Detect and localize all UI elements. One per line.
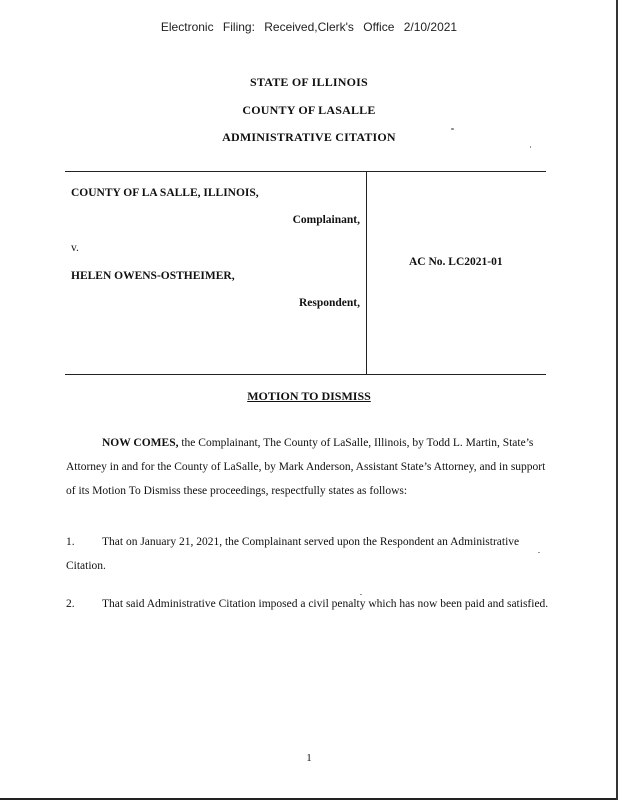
item-text: That said Administrative Citation imposed a civil penalty which has now been paid and satisfied.	[102, 598, 549, 610]
scan-speck	[360, 594, 362, 595]
scan-speck	[451, 128, 454, 130]
versus-label: v.	[71, 242, 79, 254]
filing-stamp: Electronic Filing: Received,Clerk's Office 2/10/2021	[160, 20, 458, 34]
header-county: COUNTY OF LASALLE	[242, 103, 376, 117]
caption-divider	[366, 171, 367, 374]
list-item	[66, 592, 556, 616]
page-number: 1	[306, 752, 312, 764]
document-title: MOTION TO DISMISS	[247, 389, 371, 403]
complainant-name: COUNTY OF LA SALLE, ILLINOIS,	[71, 187, 259, 199]
header-state: STATE OF ILLINOIS	[250, 75, 368, 89]
item-text: That on January 21, 2021, the Complainant served upon the Respondent an Administrative Citation.	[66, 536, 520, 572]
header-doc-type: ADMINISTRATIVE CITATION	[222, 130, 396, 144]
item-number: 1.	[66, 536, 75, 548]
case-number: AC No. LC2021-01	[409, 256, 503, 268]
list-item	[66, 530, 556, 578]
caption-top-rule	[65, 171, 546, 172]
scan-speck	[530, 146, 531, 148]
intro-paragraph	[66, 431, 556, 503]
respondent-role: Respondent,	[298, 297, 360, 309]
scan-speck	[538, 552, 540, 553]
item-number: 2.	[66, 598, 75, 610]
respondent-name: HELEN OWENS-OSTHEIMER,	[71, 270, 235, 282]
complainant-role: Complainant,	[292, 214, 360, 226]
caption-bottom-rule	[65, 374, 546, 375]
intro-text: the Complainant, The County of LaSalle, Illinois, by Todd L. Martin, State’s Attorney in and for the County of LaSalle, by Mark Anderson, Assistant State’s Attorney, and in support of its Motion To Dismiss these proceedings, respectfully states as follows:	[66, 437, 546, 497]
intro-lead: NOW COMES,	[102, 437, 179, 449]
